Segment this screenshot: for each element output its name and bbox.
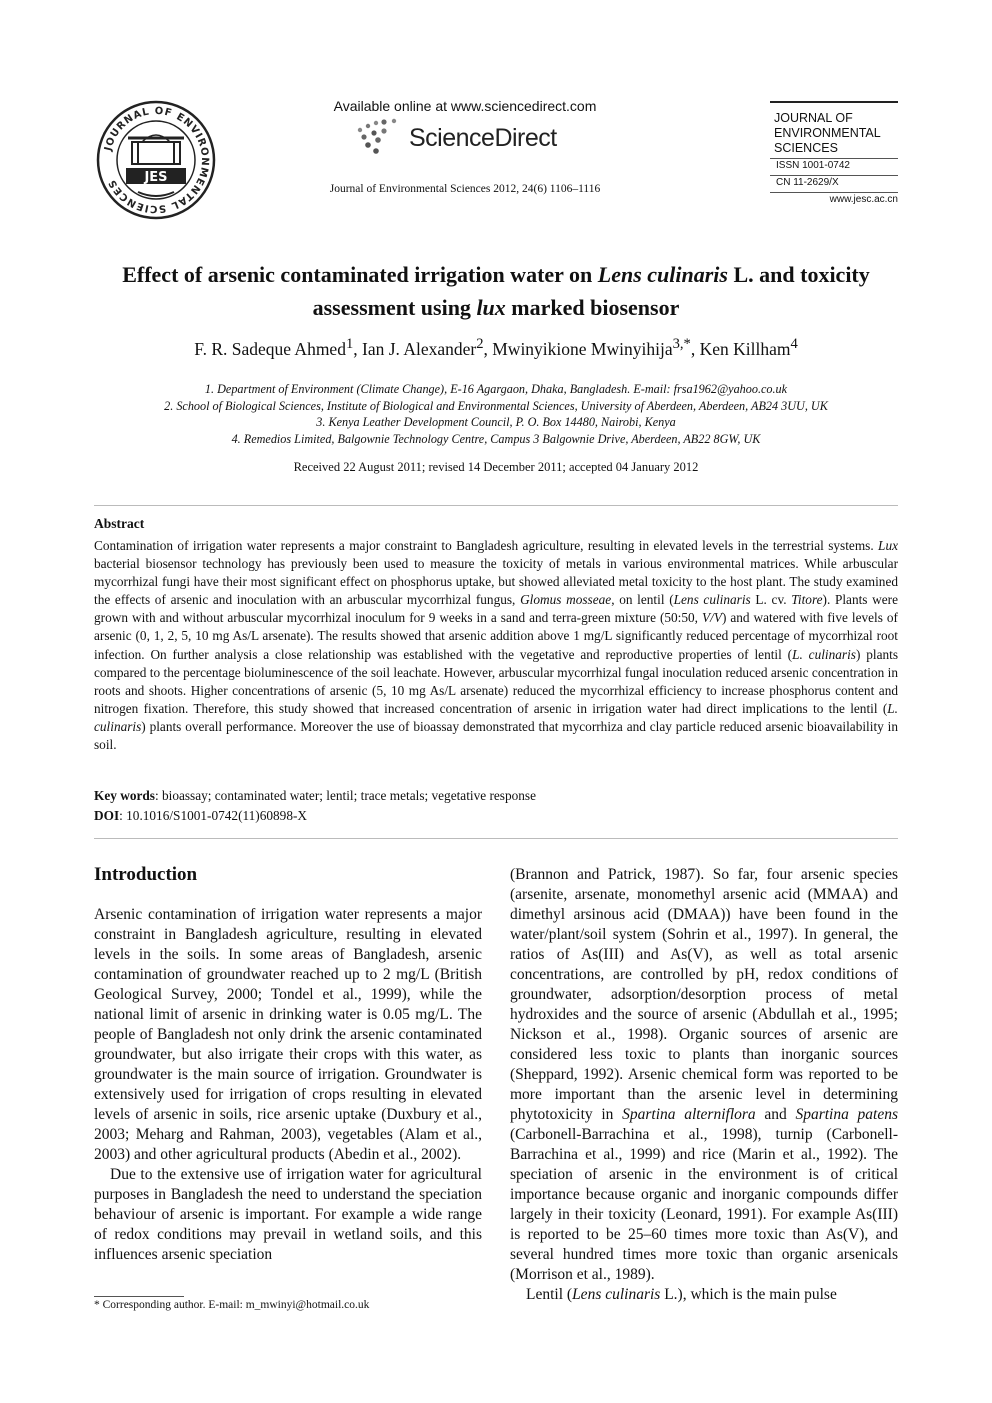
issn: ISSN 1001-0742: [776, 160, 850, 171]
abstract-heading: Abstract: [94, 516, 145, 531]
journal-website[interactable]: www.jesc.ac.cn: [829, 194, 898, 205]
article-dates: Received 22 August 2011; revised 14 December 2011; accepted 04 January 2012: [293, 460, 699, 474]
cn-number: CN 11-2629/X: [776, 177, 839, 188]
paragraph: Due to the extensive use of irrigation water for agricultural purposes in Bangladesh the need to understand the speciation behaviour of arsenic is important. For example a wide range of redox conditions may prevail in wetland soils, and this influences arsenic speciation: [94, 1166, 482, 1263]
available-online: Available online at www.sciencedirect.com: [333, 98, 597, 114]
journal-box-line2: ENVIRONMENTAL: [774, 126, 881, 140]
article-title: Effect of arsenic contaminated irrigation water on Lens culinaris L. and toxicity assessment using lux marked biosensor: [122, 262, 870, 320]
author-name: F. R. Sadeque Ahmed: [194, 338, 346, 359]
abstract-body: Contamination of irrigation water represents a major constraint to Bangladesh agriculture, resulting in elevated levels in the terrestrial systems. Lux bacterial biosensor technology has previously been used to measure the toxicity of metals in various environmental matrices. While arbuscular mycorrhizal fungi have their most significant effect on phosphorus uptake, but showed alleviated metal toxicity to the host plant. The study examined the effects of arsenic and inoculation with an arbuscular mycorrhizal fungus, Glomus mosseae, on lentil (Lens culinaris L. cv. Titore). Plants were grown with and without arbuscular mycorrhizal inoculum for 9 weeks in a sand and terra-green mixture (50:50, V/V) and watered with five levels of arsenic (0, 1, 2, 5, 10 mg As/L arsenate). The results showed that arsenic addition above 1 mg/L significantly reduced percentage of mycorrhizal root infection. On further analysis a close relationship was established with the vegetative and reproductive properties of lentil (L. culinaris) plants compared to the percentage bioluminescence of the soil leachate. However, arbuscular mycorrhizal fungal inoculation reduced arsenic concentration in roots and shoots. Higher concentrations of arsenic (5, 10 mg As/L arsenate) reduced the mycorrhizal efficiency to increase phosphorus content and nitrogen fixation. Therefore, this study showed that increased concentration of arsenic in irrigation water had direct implications to the lentil (L. culinaris) plants overall performance. Moreover the use of bioassay demonstrated that mycorrhiza and clay particle reduced arsenic bioavailability in soil.: [94, 538, 898, 753]
paragraph: (Brannon and Patrick, 1987). So far, four arsenic species (arsenite, arsenate, monomethyl arsenic acid (MMAA) and dimethyl arsinous acid (DMAA)) have been found in the water/plant/soil system (Sohrin et al., 1997). In general, the ratios of As(III) and As(V), as well as total arsenic concentrations, are controlled by pH, redox conditions of groundwater, adsorption/desorption process of metal hydroxides and the source of arsenic (Abdullah et al., 1995; Nickson et al., 1998). Organic sources of arsenic are considered less toxic to plants than inorganic sources (Sheppard, 1992). Arsenic chemical form was reported to be more important than the arsenic level in determining phytotoxicity in Spartina alterniflora and Spartina patens (Carbonell-Barrachina et al., 1998), turnip (Carbonell-Barrachina et al., 1999) and rice (Marin et al., 1992). The speciation of arsenic in the environment is of critical importance because organic and inorganic compounds differ largely in their toxicity (Leonard, 1991). For example As(III) is reported to be 25–60 times more toxic than As(V), and several hundred times more toxic than organic arsenicals (Morrison et al., 1989).: [510, 866, 898, 1283]
journal-box-line3: SCIENCES: [774, 141, 838, 155]
right-column: [510, 865, 898, 1305]
affiliation: 1. Department of Environment (Climate Change), E-16 Agargaon, Dhaka, Bangladesh. E-mail: frsa1962@yahoo.co.uk: [204, 382, 788, 396]
author-name: Ian J. Alexander: [362, 338, 477, 359]
journal-logo: [94, 98, 218, 222]
affiliation: 4. Remedios Limited, Balgownie Technology Centre, Campus 3 Balgownie Drive, Aberdeen, AB22 8GW, UK: [231, 431, 761, 446]
sciencedirect-logo[interactable]: [354, 118, 584, 158]
logo-ring-text: JOURNAL OF ENVIRONMENTAL SCIENCES: [102, 105, 211, 215]
divider: [94, 838, 898, 839]
paragraph: Lentil (Lens culinaris L.), which is the main pulse: [526, 1286, 837, 1303]
sciencedirect-dots-icon: [354, 118, 406, 158]
title-lux: lux: [476, 295, 506, 320]
affiliation: 3. Kenya Leather Development Council, P. O. Box 14480, Nairobi, Kenya: [316, 415, 676, 430]
affiliation: 2. School of Biological Sciences, Institute of Biological and Environmental Sciences, University of Aberdeen, Aberdeen, AB24 3UU, UK: [164, 398, 828, 413]
left-column: [94, 905, 482, 1265]
journal-box: [770, 101, 898, 205]
journal-reference: Journal of Environmental Sciences 2012, 24(6) 1106–1116: [329, 183, 601, 195]
journal-box-line1: JOURNAL OF: [774, 111, 853, 125]
sciencedirect-name: ScienceDirect: [409, 124, 557, 152]
footnote-divider: [94, 1296, 184, 1297]
doi[interactable]: DOI: 10.1016/S1001-0742(11)60898-X: [94, 808, 307, 823]
author-name: Mwinyikione Mwinyihija: [492, 338, 673, 359]
logo-abbr: JES: [144, 170, 168, 185]
keywords: Key words: bioassay; contaminated water; lentil; trace metals; vegetative response: [94, 788, 536, 803]
affiliations: [96, 381, 896, 447]
divider: [94, 505, 898, 506]
corresponding-author-footnote: * Corresponding author. E-mail: m_mwinyi@hotmail.co.uk: [94, 1299, 370, 1311]
introduction-heading: Introduction: [94, 864, 198, 885]
svg-text:JOURNAL OF ENVIRONMENTAL SCIEN: [103, 106, 210, 214]
author-list: F. R. Sadeque Ahmed$^1$, Ian J. Alexander$^2$, Mwinyikione Mwinyihija$^{3,*}$, Ken Killham$^4$: [194, 336, 798, 359]
jes-seal-icon: [94, 98, 218, 222]
author-name: Ken Killham: [699, 338, 791, 359]
title-species: Lens culinaris: [597, 262, 728, 287]
paragraph: Arsenic contamination of irrigation water represents a major constraint in Bangladesh agriculture, resulting in elevated levels in the soils. In some areas of Bangladesh, arsenic contamination of groundwater reached up to 2 mg/L (British Geological Survey, 2000; Tondel et al., 1999), while the national limit of arsenic in drinking water is 0.05 mg/L. The people of Bangladesh not only drink the arsenic contaminated groundwater, but also irrigate their crops with this water, as groundwater is the main source of irrigation. Groundwater is extensively used for irrigation of crops resulting in elevated levels of arsenic in soils, rice arsenic uptake (Duxbury et al., 2003; Meharg and Rahman, 2003), vegetables (Alam et al., 2003) and other agricultural products (Abedin et al., 2002).: [94, 906, 482, 1163]
